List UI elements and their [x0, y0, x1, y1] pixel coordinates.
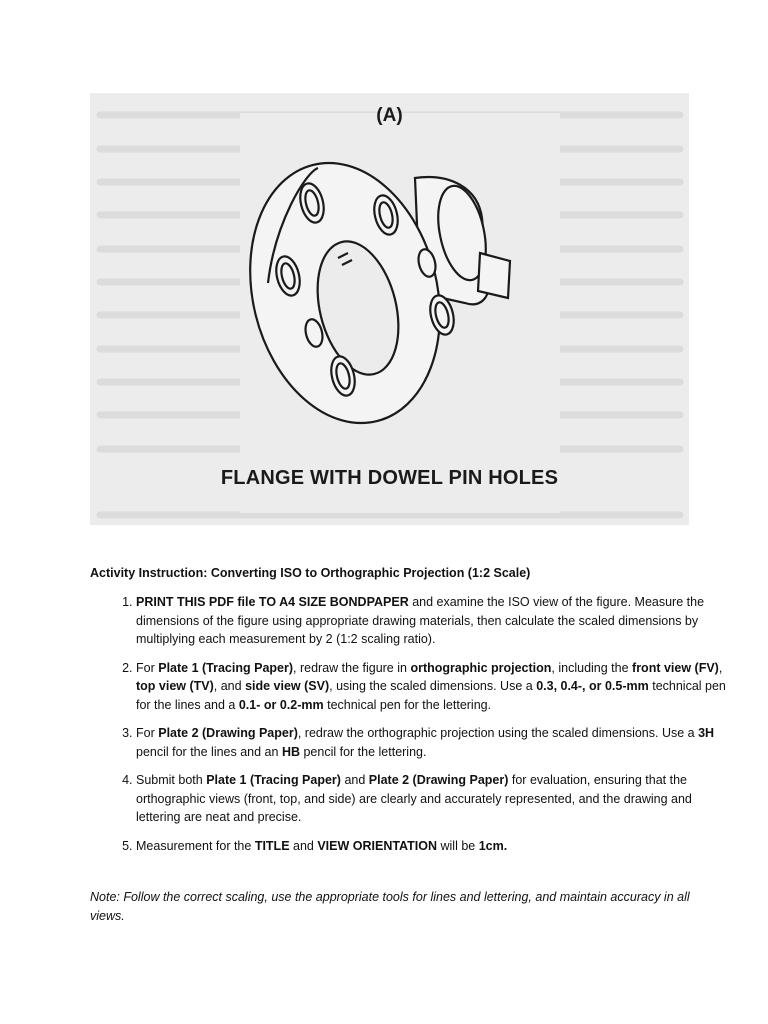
step-2-bold-7: 0.1- or 0.2-mm	[238, 697, 324, 712]
step-2-bold-1: Plate 1 (Tracing Paper)	[158, 660, 294, 675]
step-4-text-0: Submit both	[136, 773, 207, 787]
step-4-text-2: for evaluation, ensuring that the orthographic views (front, top, and side) are clearly and accurately represented, and the drawing and lettering are neat and precise.	[136, 773, 692, 824]
step-3-text-1: , redraw the orthographic projection using the scaled dimensions. Use a	[297, 726, 699, 740]
flange-illustration	[90, 93, 689, 525]
step-5-text-1: and	[289, 838, 318, 853]
step-2-text-3: ,	[718, 660, 723, 675]
step-5-bold-1: TITLE	[254, 838, 290, 853]
step-3-text-3: pencil for the lettering.	[300, 744, 427, 759]
step-5-bold-2: VIEW ORIENTATION	[317, 838, 438, 853]
step-3-bold-3: HB	[281, 744, 300, 759]
instruction-step-2	[136, 659, 726, 715]
step-3-bold-1: Plate 2 (Drawing Paper)	[158, 726, 298, 740]
step-2-text-7: technical pen for the lettering.	[323, 697, 492, 712]
step-2-text-5: , using the scaled dimensions. Use a	[329, 679, 537, 693]
flange-figure	[90, 93, 689, 525]
step-4-bold-1: Plate 1 (Tracing Paper)	[206, 773, 341, 787]
instruction-step-4	[136, 771, 726, 827]
step-2-text-1: , redraw the figure in	[293, 660, 411, 675]
instruction-list	[90, 593, 726, 865]
step-2-text-0: For	[136, 660, 159, 675]
instruction-step-3	[136, 724, 726, 761]
step-1-bold-1: PRINT THIS PDF file TO A4 SIZE BONDPAPER	[136, 595, 409, 609]
step-3-bold-2: 3H	[698, 726, 715, 740]
instruction-step-1	[136, 593, 726, 649]
step-2-text-2: , including the	[551, 660, 633, 675]
step-1-text-1: and examine the ISO view of the figure. Measure the dimensions of the figure using appropriate drawing materials, then calculate the scaled dimensions by multiplying each measurement by 2 (1:2 scaling ratio).	[136, 595, 705, 646]
step-4-bold-2: Plate 2 (Drawing Paper)	[368, 773, 509, 787]
step-2-bold-4: top view (TV)	[136, 679, 214, 693]
step-5-text-2: will be	[437, 838, 479, 853]
step-3-text-2: pencil for the lines and an	[136, 744, 282, 759]
step-2-bold-2: orthographic projection	[410, 660, 552, 675]
activity-heading: Activity Instruction: Converting ISO to Orthographic Projection (1:2 Scale)	[90, 566, 531, 580]
figure-label: (A)	[376, 105, 403, 126]
step-2-text-4: , and	[213, 679, 246, 693]
step-4-text-1: and	[340, 773, 369, 787]
step-2-bold-3: front view (FV)	[632, 660, 719, 675]
step-2-text-6: technical pen for the lines and a	[136, 679, 726, 712]
step-2-bold-5: side view (SV)	[245, 679, 330, 693]
step-2-bold-6: 0.3, 0.4-, or 0.5-mm	[536, 679, 649, 693]
step-5-text-0: Measurement for the	[136, 838, 255, 853]
step-5-bold-3: 1cm.	[478, 838, 508, 853]
instruction-step-5	[136, 837, 726, 856]
note-text: Note: Follow the correct scaling, use the appropriate tools for lines and lettering, and maintain accuracy in all views.	[90, 890, 690, 923]
figure-caption: FLANGE WITH DOWEL PIN HOLES	[220, 467, 559, 489]
step-3-text-0: For	[136, 726, 159, 740]
